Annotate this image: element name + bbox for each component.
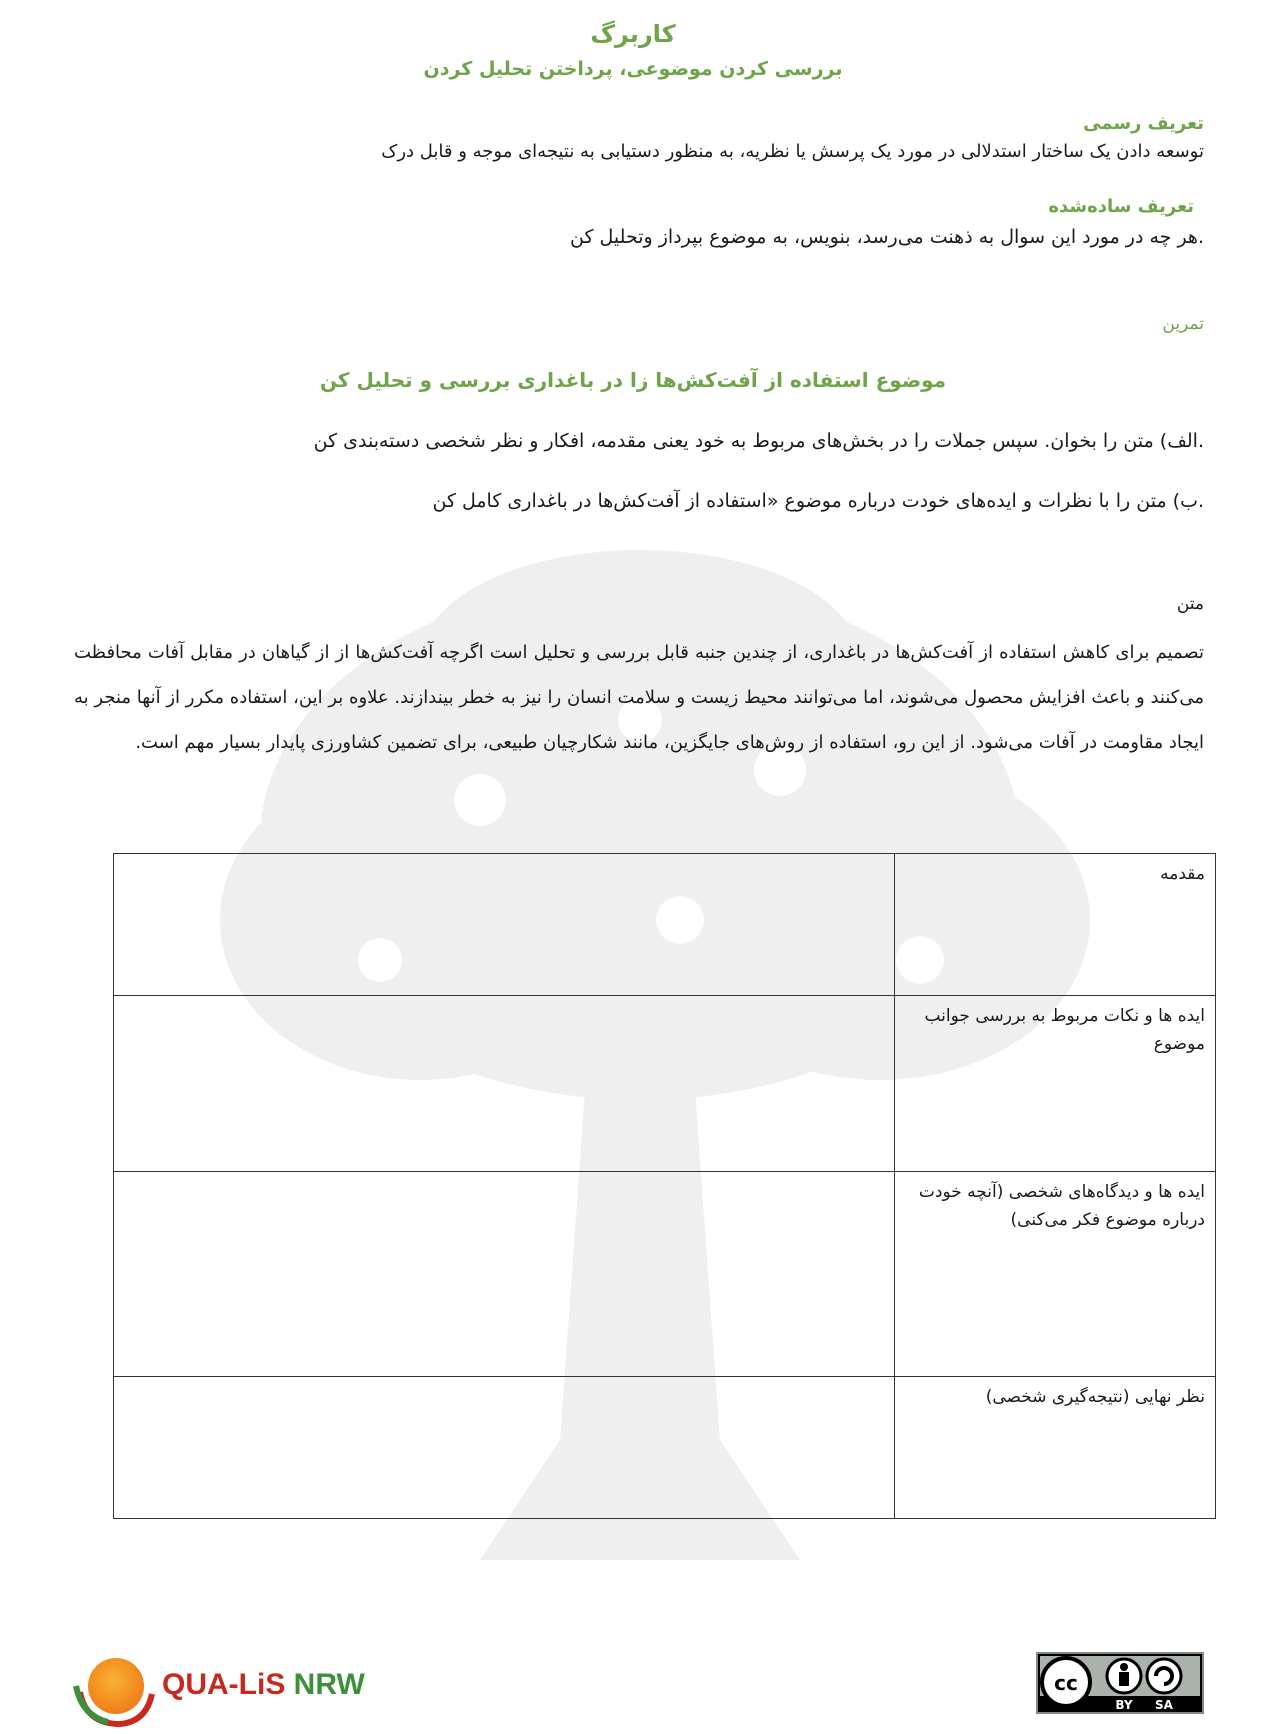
row-label-conclusion: نظر نهایی (نتیجه‌گیری شخصی) <box>895 1377 1216 1519</box>
page-subtitle: بررسی کردن موضوعی، پرداختن تحلیل کردن <box>423 58 843 80</box>
answer-cell-conclusion[interactable] <box>114 1377 895 1519</box>
page-title: کاربرگ <box>590 20 676 48</box>
table-row <box>114 1172 1216 1377</box>
exercise-topic: موضوع استفاده از آفت‌کش‌ها زا در باغداری بررسی و تحلیل کن <box>319 368 947 392</box>
formal-definition-text: توسعه دادن یک ساختار استدلالی در مورد یک پرسش یا نظریه، به منظور دستیابی به نتیجه‌ای موجه و قابل درک <box>381 141 1204 162</box>
qualis-sun-icon <box>72 1650 158 1730</box>
exercise-label: تمرین <box>1162 314 1204 334</box>
row-label-introduction: مقدمه <box>895 854 1216 996</box>
row-label-aspects: ایده ها و نکات مربوط به بررسی جوانب موضوع <box>895 996 1216 1172</box>
table-row <box>114 854 1216 996</box>
analysis-table <box>113 853 1216 1519</box>
task-b: .ب) متن را با نظرات و ایده‌های خودت درباره موضوع «استفاده از آفت‌کش‌ها در باغداری کامل کن <box>432 490 1204 512</box>
qualis-logo-text: QUA-LiS NRW <box>162 1668 365 1701</box>
answer-cell-aspects[interactable] <box>114 996 895 1172</box>
answer-cell-personal-views[interactable] <box>114 1172 895 1377</box>
simple-definition-text: .هر چه در مورد این سوال به ذهنت می‌رسد، بنویس، به موضوع بپرداز وتحلیل کن <box>569 226 1204 248</box>
answer-cell-introduction[interactable] <box>114 854 895 996</box>
task-a: .الف) متن را بخوان. سپس جملات را در بخش‌های مربوط به خود یعنی مقدمه، افکار و نظر شخصی دسته‌بندی کن <box>313 430 1204 452</box>
row-label-personal-views: ایده ها و دیدگاه‌های شخصی (آنچه خودت درباره موضوع فکر می‌کنی) <box>895 1172 1216 1377</box>
text-section-label: متن <box>1176 594 1204 614</box>
table-row <box>114 1377 1216 1519</box>
cc-license-badge <box>1036 1652 1204 1714</box>
svg-text:cc: cc <box>1054 1671 1078 1695</box>
qualis-logo <box>72 1650 372 1730</box>
simple-definition-label: تعریف ساده‌شده <box>1048 196 1194 217</box>
license-by-label: BY <box>1115 1698 1133 1712</box>
text-paragraph: تصمیم برای کاهش استفاده از آفت‌کش‌ها در باغداری، از چندین جنبه قابل بررسی و تحلیل است اگرچه آفت‌کش‌ها از از گیاهان در مقابل آفات محافظت می‌کنند و باعث افزایش محصول می‌شوند، اما می‌توانند محیط زیست و سلامت انسان را نیز به خطر بیندازند. علاوه بر این، استفاده مکرر از آنها منجر به ایجاد مقاومت در آفات می‌شود. از این رو، استفاده از روش‌های جایگزین، مانند شکارچیان طبیعی، برای تضمین کشاورزی پایدار بسیار مهم است. <box>74 642 1204 753</box>
formal-definition-label: تعریف رسمی <box>1083 113 1204 134</box>
license-sa-label: SA <box>1155 1698 1173 1712</box>
table-row <box>114 996 1216 1172</box>
